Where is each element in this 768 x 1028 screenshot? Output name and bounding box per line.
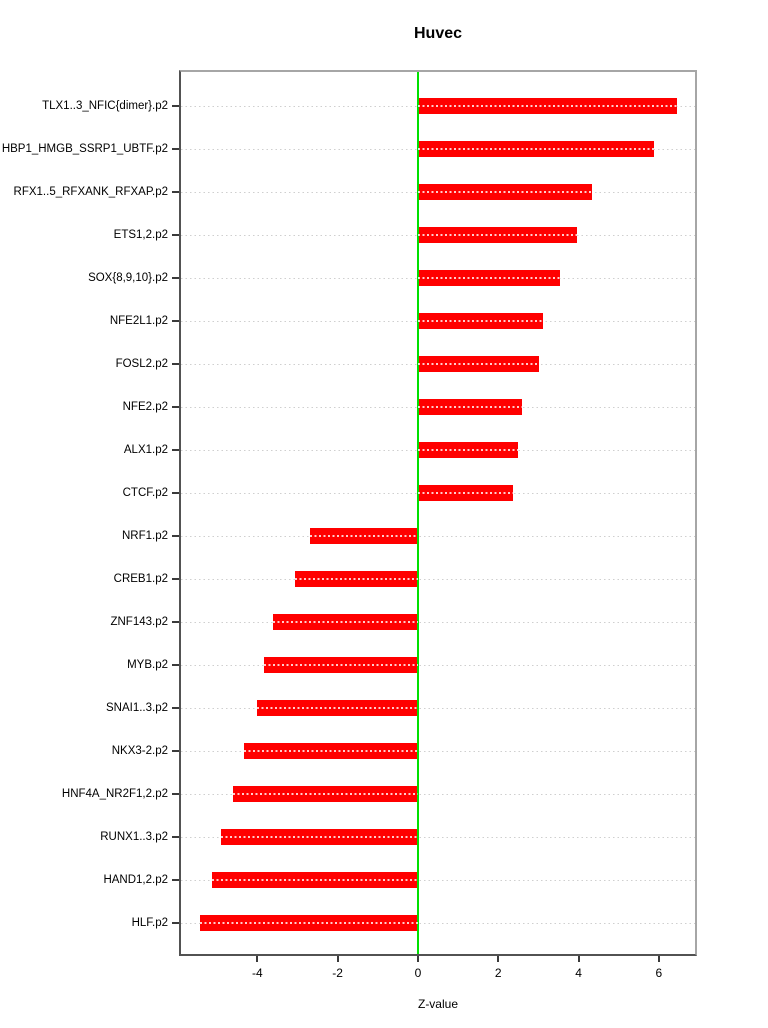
gridline bbox=[181, 665, 695, 666]
y-axis-tick bbox=[172, 105, 179, 107]
y-axis-label: HNF4A_NR2F1,2.p2 bbox=[61, 788, 168, 800]
y-axis-tick bbox=[172, 836, 179, 838]
x-axis-tick-label: 0 bbox=[414, 966, 422, 980]
plot-area bbox=[179, 70, 697, 956]
bar-dotted-overlay bbox=[212, 879, 418, 881]
x-axis-tick-label: -2 bbox=[332, 966, 343, 980]
bar-dotted-overlay bbox=[295, 578, 418, 580]
y-axis-tick bbox=[172, 750, 179, 752]
y-axis-tick bbox=[172, 363, 179, 365]
bar-dotted-overlay bbox=[273, 621, 418, 623]
y-axis-tick bbox=[172, 664, 179, 666]
y-axis-label: HAND1,2.p2 bbox=[103, 874, 168, 886]
y-axis-tick bbox=[172, 148, 179, 150]
bar-dotted-overlay bbox=[264, 664, 418, 666]
y-axis-tick bbox=[172, 191, 179, 193]
bar-dotted-overlay bbox=[418, 277, 560, 279]
y-axis-label: SOX{8,9,10}.p2 bbox=[88, 272, 168, 284]
y-axis-label: RFX1..5_RFXANK_RFXAP.p2 bbox=[13, 186, 168, 198]
gridline bbox=[181, 536, 695, 537]
y-axis-label: HBP1_HMGB_SSRP1_UBTF.p2 bbox=[1, 143, 168, 155]
y-axis-tick bbox=[172, 922, 179, 924]
y-axis-label: NFE2.p2 bbox=[122, 401, 168, 413]
bar-dotted-overlay bbox=[418, 191, 592, 193]
bar-dotted-overlay bbox=[257, 707, 418, 709]
y-axis-label: TLX1..3_NFIC{dimer}.p2 bbox=[42, 100, 168, 112]
y-axis-tick bbox=[172, 234, 179, 236]
y-axis-label: ZNF143.p2 bbox=[110, 616, 168, 628]
x-axis-tick bbox=[658, 956, 660, 962]
y-axis-tick bbox=[172, 406, 179, 408]
bar-dotted-overlay bbox=[418, 320, 543, 322]
bar-dotted-overlay bbox=[418, 406, 522, 408]
y-axis-label: RUNX1..3.p2 bbox=[100, 831, 168, 843]
y-axis-label: ALX1.p2 bbox=[123, 444, 168, 456]
x-axis-tick-label: 2 bbox=[494, 966, 502, 980]
bar-dotted-overlay bbox=[418, 148, 654, 150]
y-axis-tick bbox=[172, 492, 179, 494]
bar-dotted-overlay bbox=[418, 449, 518, 451]
bar-dotted-overlay bbox=[233, 793, 418, 795]
y-axis-label: ETS1,2.p2 bbox=[113, 229, 168, 241]
y-axis-label: SNAI1..3.p2 bbox=[105, 702, 168, 714]
x-axis-tick bbox=[417, 956, 419, 962]
y-axis-tick bbox=[172, 320, 179, 322]
gridline bbox=[181, 579, 695, 580]
x-axis-tick-label: 6 bbox=[655, 966, 663, 980]
x-axis-tick bbox=[497, 956, 499, 962]
y-axis-tick bbox=[172, 449, 179, 451]
y-axis-label: NFE2L1.p2 bbox=[109, 315, 168, 327]
y-axis-label: MYB.p2 bbox=[127, 659, 168, 671]
x-axis-tick-label: -4 bbox=[251, 966, 263, 980]
y-axis-label: NKX3-2.p2 bbox=[111, 745, 168, 757]
x-axis-tick bbox=[337, 956, 339, 962]
y-axis-tick bbox=[172, 578, 179, 580]
y-axis-label: NRF1.p2 bbox=[121, 530, 168, 542]
y-axis-label: FOSL2.p2 bbox=[115, 358, 168, 370]
y-axis-tick bbox=[172, 879, 179, 881]
y-axis-tick bbox=[172, 621, 179, 623]
y-axis-label: HLF.p2 bbox=[131, 917, 168, 929]
bar-dotted-overlay bbox=[418, 363, 539, 365]
y-axis-tick bbox=[172, 793, 179, 795]
y-axis-tick bbox=[172, 277, 179, 279]
bar-dotted-overlay bbox=[310, 535, 418, 537]
zero-line bbox=[417, 72, 419, 954]
y-axis-label: CREB1.p2 bbox=[113, 573, 168, 585]
chart-title: Huvec bbox=[413, 25, 463, 42]
bar-dotted-overlay bbox=[418, 492, 513, 494]
y-axis-tick bbox=[172, 707, 179, 709]
bar-dotted-overlay bbox=[418, 234, 577, 236]
bar-dotted-overlay bbox=[200, 922, 418, 924]
bar-dotted-overlay bbox=[221, 836, 418, 838]
gridline bbox=[181, 622, 695, 623]
y-axis-label: CTCF.p2 bbox=[122, 487, 168, 499]
x-axis-tick bbox=[256, 956, 258, 962]
bar-dotted-overlay bbox=[418, 105, 677, 107]
x-axis-title: Z-value bbox=[417, 997, 458, 1011]
bar-dotted-overlay bbox=[244, 750, 417, 752]
x-axis-tick bbox=[578, 956, 580, 962]
y-axis-tick bbox=[172, 535, 179, 537]
x-axis-tick-label: 4 bbox=[575, 966, 582, 980]
